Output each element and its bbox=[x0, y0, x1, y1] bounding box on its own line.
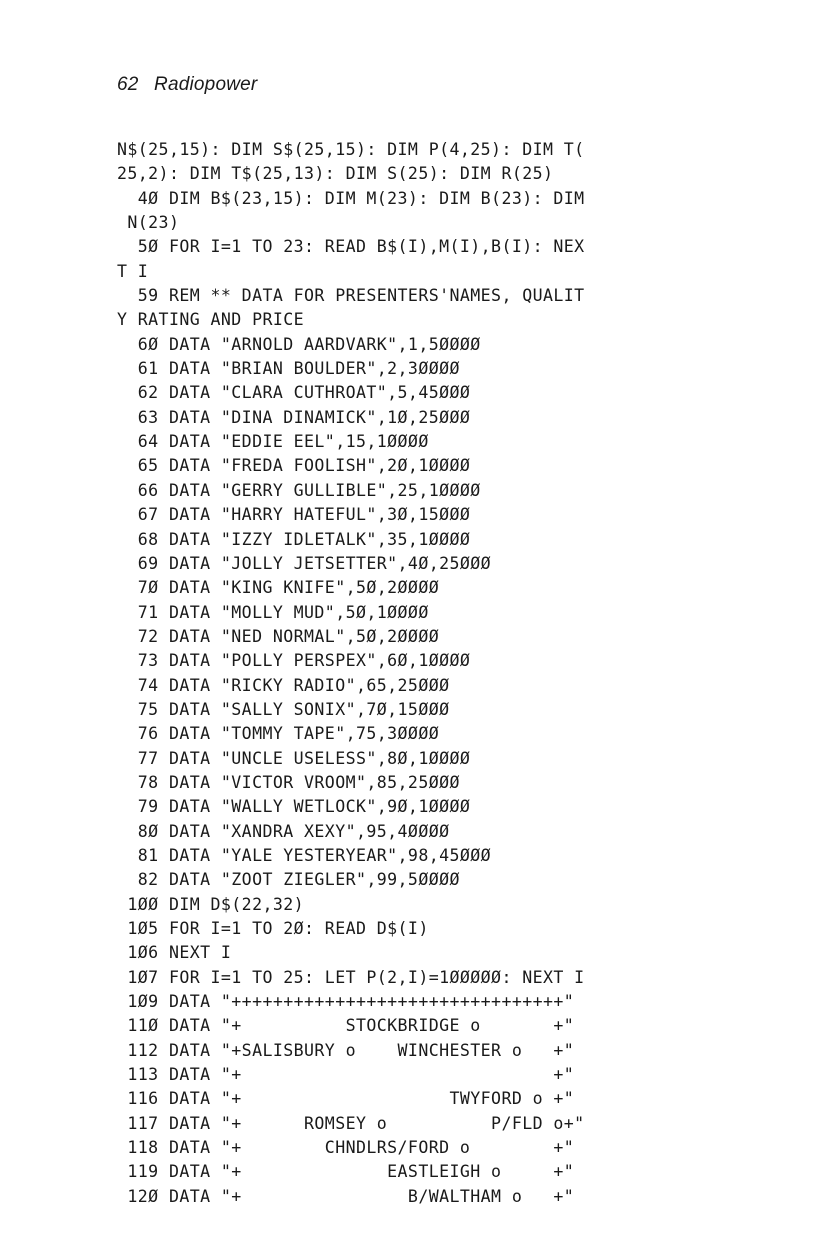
code-line: 68 DATA "IZZY IDLETALK",35,1ØØØØ bbox=[117, 529, 471, 549]
code-line: 59 REM ** DATA FOR PRESENTERS'NAMES, QUALIT bbox=[117, 286, 585, 306]
code-line: 116 DATA "+ TWYFORD o +" bbox=[117, 1089, 575, 1109]
code-line: 118 DATA "+ CHNDLRS/FORD o +" bbox=[117, 1138, 575, 1158]
code-line: 63 DATA "DINA DINAMICK",1Ø,25ØØØ bbox=[117, 407, 471, 427]
code-line: 1ØØ DIM D$(22,32) bbox=[117, 894, 305, 914]
code-line: 112 DATA "+SALISBURY o WINCHESTER o +" bbox=[117, 1040, 575, 1060]
code-line: T I bbox=[117, 261, 149, 281]
basic-program-listing bbox=[117, 138, 737, 1209]
code-line: 1Ø7 FOR I=1 TO 25: LET P(2,I)=1ØØØØØ: NEXT I bbox=[117, 967, 585, 987]
code-line: 73 DATA "POLLY PERSPEX",6Ø,1ØØØØ bbox=[117, 651, 471, 671]
code-line: 1Ø9 DATA "++++++++++++++++++++++++++++++++" bbox=[117, 992, 575, 1012]
code-line: 78 DATA "VICTOR VROOM",85,25ØØØ bbox=[117, 772, 460, 792]
code-line: 7Ø DATA "KING KNIFE",5Ø,2ØØØØ bbox=[117, 578, 440, 598]
code-line: 82 DATA "ZOOT ZIEGLER",99,5ØØØØ bbox=[117, 870, 460, 890]
code-line: 66 DATA "GERRY GULLIBLE",25,1ØØØØ bbox=[117, 480, 481, 500]
code-line: N$(25,15): DIM S$(25,15): DIM P(4,25): DIM T( bbox=[117, 140, 585, 159]
code-line: 62 DATA "CLARA CUTHROAT",5,45ØØØ bbox=[117, 383, 471, 403]
page-number: 62 bbox=[117, 74, 139, 95]
code-line: 71 DATA "MOLLY MUD",5Ø,1ØØØØ bbox=[117, 602, 429, 622]
code-line: 77 DATA "UNCLE USELESS",8Ø,1ØØØØ bbox=[117, 748, 471, 768]
code-line: N(23) bbox=[117, 213, 180, 233]
code-line: 79 DATA "WALLY WETLOCK",9Ø,1ØØØØ bbox=[117, 797, 471, 817]
code-line: 65 DATA "FREDA FOOLISH",2Ø,1ØØØØ bbox=[117, 456, 471, 476]
code-line: 4Ø DIM B$(23,15): DIM M(23): DIM B(23): DIM bbox=[117, 188, 585, 208]
code-line: 69 DATA "JOLLY JETSETTER",4Ø,25ØØØ bbox=[117, 553, 492, 573]
code-line: 81 DATA "YALE YESTERYEAR",98,45ØØØ bbox=[117, 845, 492, 865]
code-line: 67 DATA "HARRY HATEFUL",3Ø,15ØØØ bbox=[117, 505, 471, 525]
code-line: 1Ø6 NEXT I bbox=[117, 943, 232, 963]
code-line: 1Ø5 FOR I=1 TO 2Ø: READ D$(I) bbox=[117, 919, 429, 938]
code-line: 61 DATA "BRIAN BOULDER",2,3ØØØØ bbox=[117, 359, 460, 379]
code-line: Y RATING AND PRICE bbox=[117, 310, 305, 330]
book-title: Radiopower bbox=[154, 74, 258, 95]
code-line: 12Ø DATA "+ B/WALTHAM o +" bbox=[117, 1186, 575, 1206]
code-line: 25,2): DIM T$(25,13): DIM S(25): DIM R(25) bbox=[117, 164, 554, 184]
code-line: 5Ø FOR I=1 TO 23: READ B$(I),M(I),B(I): NEX bbox=[117, 237, 585, 257]
code-line: 8Ø DATA "XANDRA XEXY",95,4ØØØØ bbox=[117, 821, 450, 841]
code-line: 72 DATA "NED NORMAL",5Ø,2ØØØØ bbox=[117, 626, 440, 646]
code-line: 113 DATA "+ +" bbox=[117, 1065, 575, 1085]
code-line: 6Ø DATA "ARNOLD AARDVARK",1,5ØØØØ bbox=[117, 334, 481, 354]
code-line: 64 DATA "EDDIE EEL",15,1ØØØØ bbox=[117, 432, 429, 452]
code-line: 75 DATA "SALLY SONIX",7Ø,15ØØØ bbox=[117, 699, 450, 719]
code-line: 11Ø DATA "+ STOCKBRIDGE o +" bbox=[117, 1016, 575, 1036]
code-line: 76 DATA "TOMMY TAPE",75,3ØØØØ bbox=[117, 724, 440, 744]
code-line: 74 DATA "RICKY RADIO",65,25ØØØ bbox=[117, 675, 450, 695]
running-header bbox=[117, 74, 257, 96]
code-line: 117 DATA "+ ROMSEY o P/FLD o+" bbox=[117, 1113, 585, 1133]
code-line: 119 DATA "+ EASTLEIGH o +" bbox=[117, 1162, 575, 1182]
